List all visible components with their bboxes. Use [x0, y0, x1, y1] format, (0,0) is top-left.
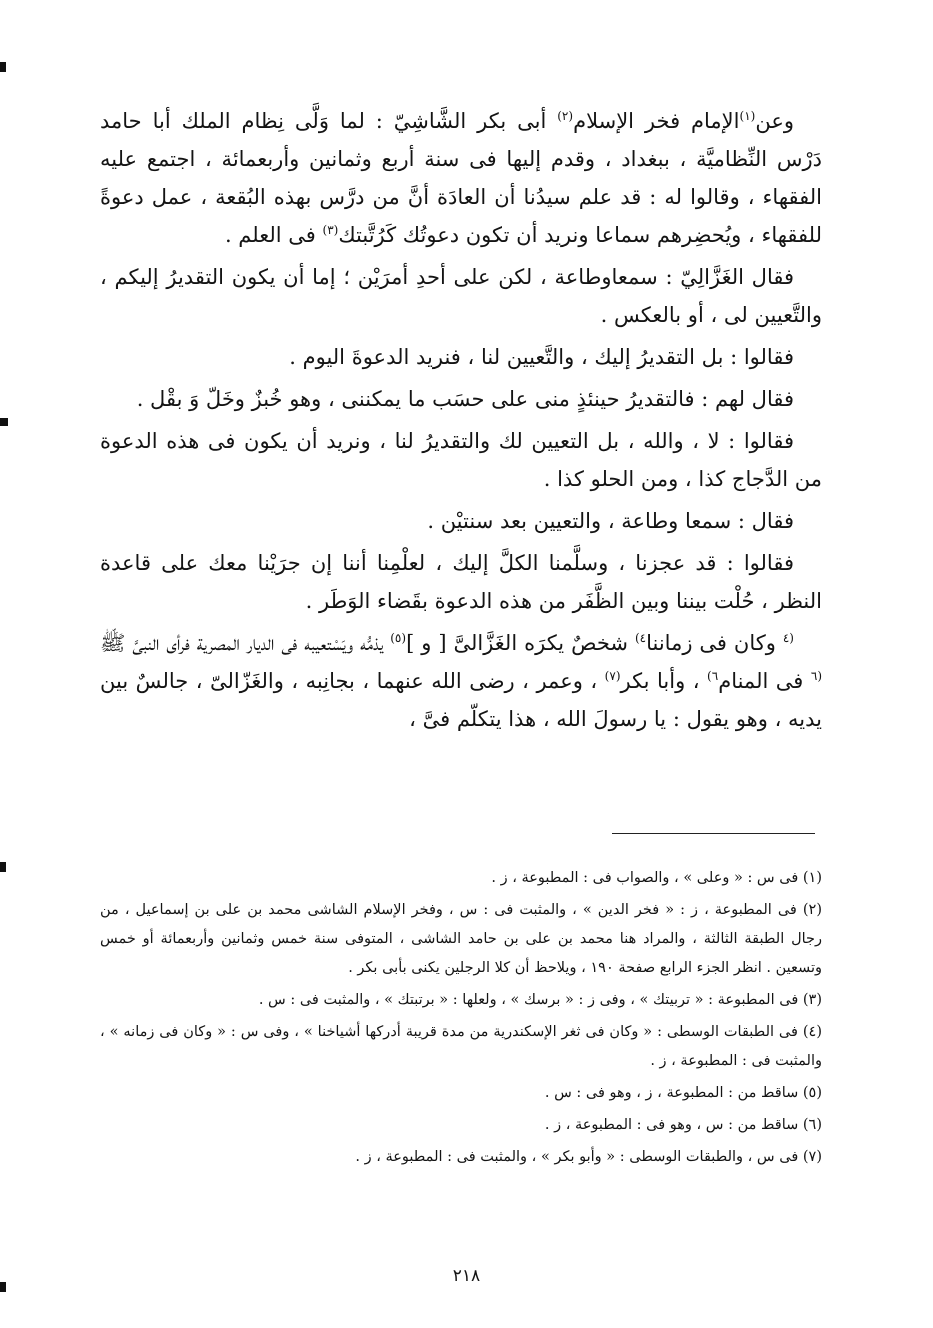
text-segment: يذمُّه ويَسْتعيبه فى الديار المصرية فرأى النبىَّ ﷺ — [100, 631, 391, 655]
footnote: (٢) فى المطبوعة ، ز : « فخر الدين » ، والمثبت فى : س ، وفخر الإسلام الشاشى محمد بن على بن إسماعيل ، من رجال الطبقة الثالثة ، والمراد هنا محمد بن على بن حامد الشاشى ، المتوفى سنة خمس وثمانين وأربعمائة أو خمس وتسعين . انظر الجزء الرابع صفحة ١٩٠ ، ويلاحظ أن كلا الرجلين يكنى بأبى بكر . — [100, 902, 822, 976]
footnote-separator — [612, 833, 815, 834]
paragraph — [100, 380, 822, 418]
footnote-ref: (٥) — [390, 631, 407, 645]
text-segment: فى المنام — [718, 669, 811, 693]
text-segment: فقال لهم : فالتقديرُ حينئذٍ منى على حسَب ما يمكننى ، وهو خُبزٌ وخَلّ وَ بقْل . — [136, 387, 794, 411]
footnote-ref: (٧) — [604, 669, 621, 683]
text-segment: فقالوا : لا ، والله ، بل التعيين لك والتقديرُ لنا ، ونريد أن يكون فى هذه الدعوة من الدَّجاج كذا ، ومن الحلو كذا . — [100, 429, 822, 491]
text-segment: فقال الغَزَّالِيّ : سمعاوطاعة ، لكن على أحدِ أمرَيْن ؛ إما أن يكون التقديرُ إليكم ، والتَّعيين لى ، أو بالعكس . — [100, 265, 822, 327]
scan-edge-mark — [0, 418, 8, 426]
scan-edge-mark — [0, 62, 6, 72]
footnote: (٥) ساقط من : المطبوعة ، ز ، وهو فى : س . — [544, 1085, 822, 1101]
footnotes — [100, 864, 822, 1175]
text-segment: وكان فى زماننا — [646, 631, 783, 655]
paragraph — [100, 102, 822, 254]
text-segment: الإمام فخر الإسلام — [573, 109, 740, 133]
footnote-ref: (٣) — [322, 223, 339, 237]
footnote-ref: (٢) — [557, 109, 574, 123]
paragraph — [100, 422, 822, 498]
paragraph — [100, 624, 822, 738]
text-segment: فقال : سمعا وطاعة ، والتعيين بعد سنتيْن . — [427, 509, 794, 533]
main-text — [100, 102, 822, 742]
paragraph — [100, 544, 822, 620]
footnote: (٣) فى المطبوعة : « تربيتك » ، وفى ز : « برسك » ، ولعلها : « برتبتك » ، والمثبت فى : س . — [258, 992, 822, 1008]
text-segment: فقالوا : بل التقديرُ إليك ، والتَّعيين لنا ، فنريد الدعوةَ اليوم . — [289, 345, 794, 369]
text-segment: شخصٌ يكرَه الغَزَّالىَّ [ و ] — [406, 631, 635, 655]
paragraph — [100, 502, 822, 540]
footnote-ref: (١) — [739, 109, 756, 123]
footnote: (١) فى س : « وعلى » ، والصواب فى : المطبوعة ، ز . — [491, 870, 822, 886]
paragraph — [100, 338, 822, 376]
footnote: (٧) فى س ، والطبقات الوسطى : « وأبو بكر » ، والمثبت فى : المطبوعة ، ز . — [355, 1149, 822, 1165]
footnote-ref: (٤ — [782, 631, 794, 645]
page-number: ٢١٨ — [452, 1266, 481, 1286]
text-segment: أبى بكر الشَّاشِيّ : لما وَلَّى نِظام الملك أبا حامد دَرْس النِّظاميَّة ، ببغداد ، وقدم إليها فى سنة أربع وثمانين وأربعمائة ، اجتمع عليه الفقهاء ، وقالوا له : قد علم سيدُنا أن العادَة أنَّ من درَّس بهذه البُقعة ، عمل دعوةً للفقهاء ، ويُحضِرهم سماعا ونريد أن تكون دعوتُك كَرُتَّبتك — [100, 109, 822, 247]
footnote: (٤) فى الطبقات الوسطى : « وكان فى ثغر الإسكندرية من مدة قريبة أدركها أشياخنا » ، وفى س : « وكان فى زمانه » ، والمثبت فى : المطبوعة ، ز . — [100, 1024, 822, 1069]
text-segment: ، وعمر ، رضى الله عنهما ، بجانِبه ، والغَزّالىّ ، جالسٌ بين يديه ، وهو يقول : يا رسولَ الله ، هذا يتكلّم فىَّ ، — [100, 669, 822, 731]
paragraph — [100, 258, 822, 334]
footnote-ref: ٤) — [634, 631, 647, 645]
footnote-ref: ٦) — [707, 669, 719, 683]
scan-edge-mark — [0, 862, 6, 872]
text-segment: وعن — [755, 109, 794, 133]
text-segment: ، وأبا بكر — [620, 669, 708, 693]
text-segment: فى العلم . — [224, 223, 323, 247]
text-segment: فقالوا : قد عجزنا ، وسلَّمنا الكلَّ إليك ، لعلْمِنا أننا إن جرَيْنا معك على قاعدة النظر ، حُلْت بيننا وبين الظَّفَر من هذه الدعوة بقَضاء الوَطَر . — [100, 551, 822, 613]
footnote-ref: (٦ — [810, 669, 822, 683]
footnote: (٦) ساقط من : س ، وهو فى : المطبوعة ، ز . — [544, 1117, 822, 1133]
